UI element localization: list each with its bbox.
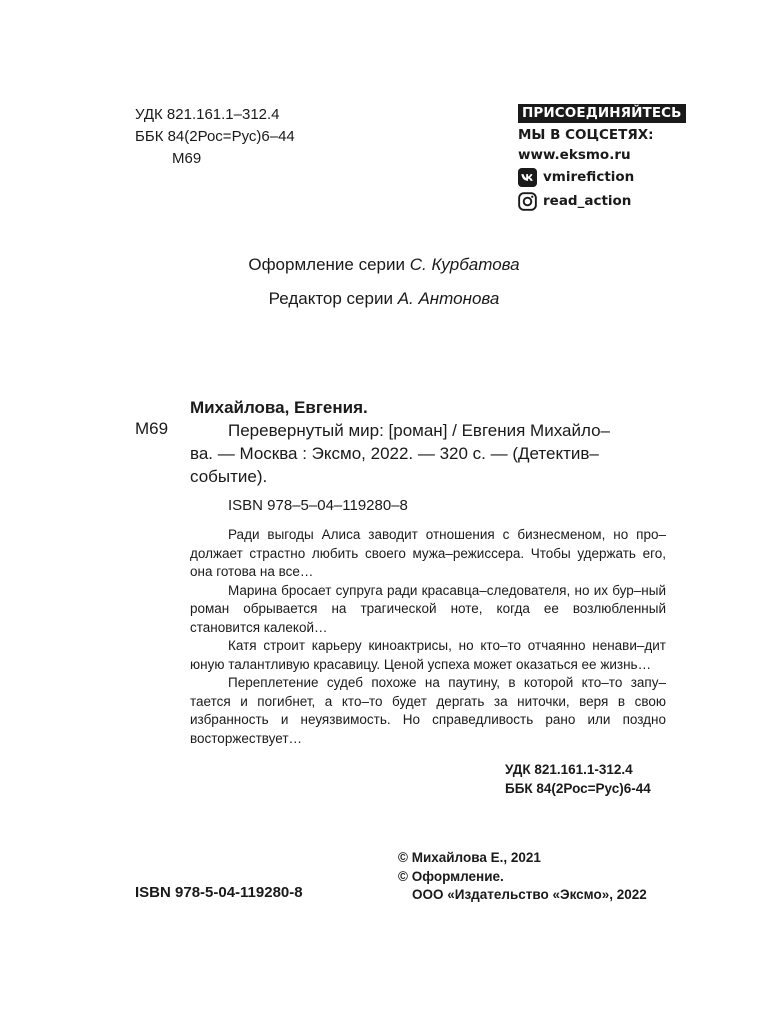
biblio-line-1: Перевернутый мир: [роман] / Евгения Михайло– xyxy=(228,421,610,440)
bottom-bbk: ББК 84(2Рос=Рус)6-44 xyxy=(505,781,651,796)
social-block xyxy=(518,104,686,211)
isbn-bottom: ISBN 978-5-04-119280-8 xyxy=(135,884,303,901)
design-credit xyxy=(0,255,768,275)
instagram-handle: read_action xyxy=(543,193,632,209)
classification-codes xyxy=(135,104,295,170)
instagram-icon xyxy=(518,192,537,211)
vk-handle: vmirefiction xyxy=(543,169,635,185)
design-label: Оформление серии xyxy=(248,255,405,274)
bottom-udk: УДК 821.161.1-312.4 xyxy=(505,762,633,777)
design-name: С. Курбатова xyxy=(409,255,520,274)
copyright-author: © Михайлова Е., 2021 xyxy=(398,850,541,865)
udk-code: УДК 821.161.1–312.4 xyxy=(135,106,280,123)
bbk-code: ББК 84(2Рос=Рус)6–44 xyxy=(135,128,295,145)
copyright-design: © Оформление. xyxy=(398,868,504,884)
instagram-row[interactable] xyxy=(518,191,686,211)
biblio-line-3: событие). xyxy=(190,467,268,486)
bibliographic-description xyxy=(190,419,666,488)
annotation-paragraph: Переплетение судеб похоже на паутину, в которой кто–то запу–тается и погибнет, а кто–то будет дергать за ниточки, веря в свою избранность и неуязвимость. Но справедливость рано или поздно восторжествует… xyxy=(190,675,666,746)
copyright-publisher: ООО «Издательство «Эксмо», 2022 xyxy=(412,887,647,902)
isbn-top: ISBN 978–5–04–119280–8 xyxy=(228,497,408,514)
book-author: Михайлова, Евгения. xyxy=(190,398,368,417)
editor-name: А. Антонова xyxy=(397,289,500,308)
annotation xyxy=(190,526,666,748)
annotation-paragraph: Катя строит карьеру киноактрисы, но кто–то отчаянно ненави–дит юную талантливую красавицу. Ценой успеха может оказаться ее жизнь… xyxy=(190,638,666,672)
vk-row[interactable] xyxy=(518,167,686,187)
bibliographic-mark: М69 xyxy=(135,419,169,438)
annotation-paragraph: Ради выгоды Алиса заводит отношения с бизнесменом, но про–должает страстно любить своего мужа–режиссера. Чтобы удержать его, она готова на все… xyxy=(190,527,666,579)
editor-label: Редактор серии xyxy=(268,289,393,308)
vk-icon xyxy=(518,168,537,187)
annotation-paragraph: Марина бросает супруга ради красавца–следователя, но их бур–ный роман обрывается на трагической ноте, когда ее возлюбленный становится калекой… xyxy=(190,582,666,635)
editor-credit xyxy=(0,289,768,309)
author-mark: М69 xyxy=(172,150,202,167)
copyright-block xyxy=(398,849,647,905)
social-subtitle: МЫ В СОЦСЕТЯХ: xyxy=(518,127,654,143)
website-link[interactable]: www.eksmo.ru xyxy=(518,147,631,163)
bottom-classification xyxy=(505,760,651,798)
social-banner: ПРИСОЕДИНЯЙТЕСЬ xyxy=(518,104,686,123)
biblio-line-2: ва. — Москва : Эксмо, 2022. — 320 с. — (Детектив– xyxy=(190,444,599,463)
